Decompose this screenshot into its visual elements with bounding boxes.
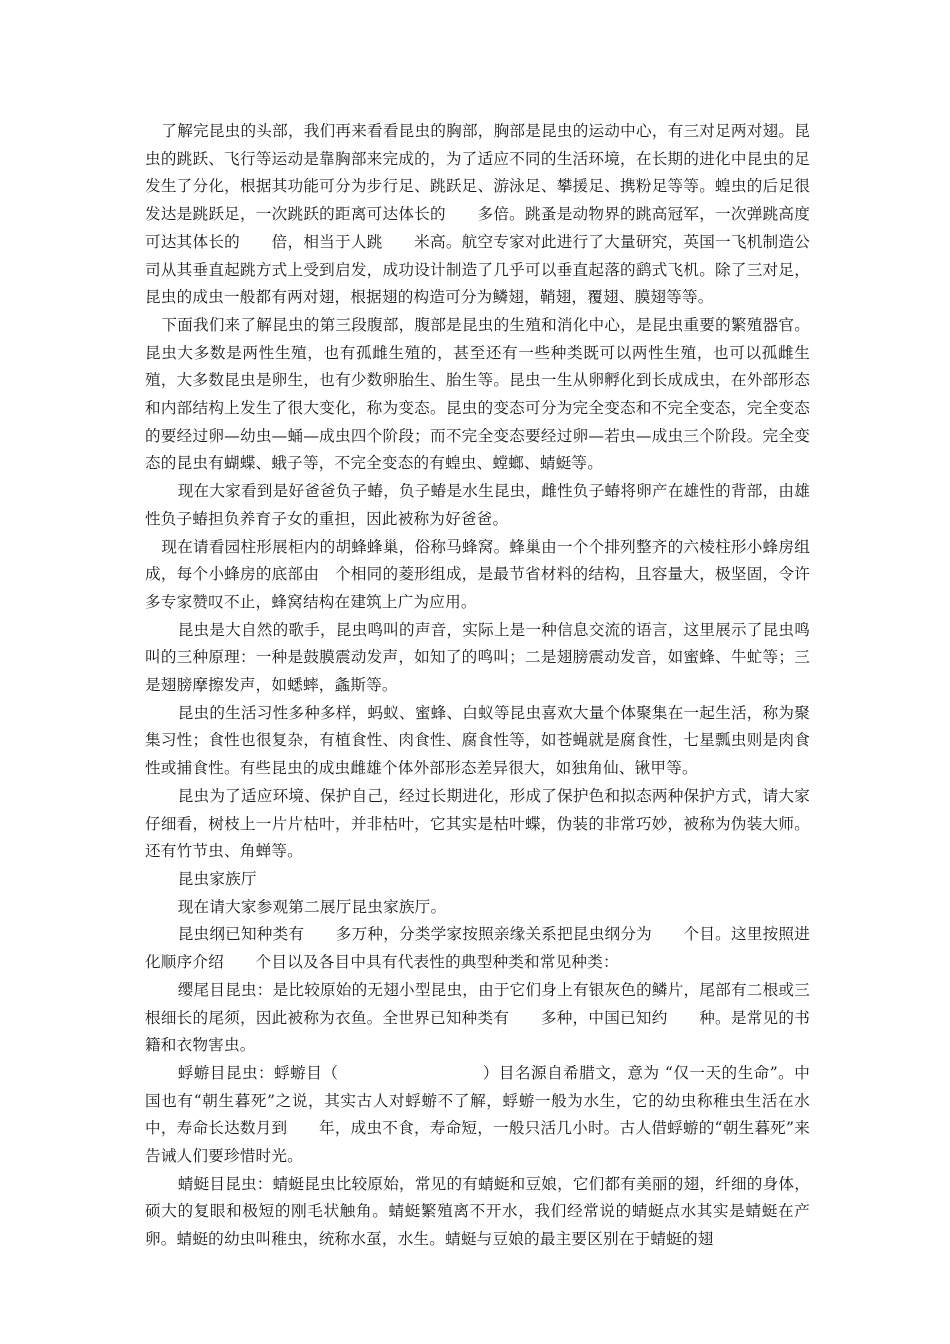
paragraph-insect-sounds: 昆虫是大自然的歌手，昆虫鸣叫的声音，实际上是一种信息交流的语言，这里展示了昆虫鸣叫的三种原理：一种是鼓膜震动发声，如知了的鸣叫；二是翅膀震动发音，如蜜蜂、牛虻等；三是翅膀摩擦发声，如蟋蟀，螽斯等。: [145, 620, 810, 695]
paragraph-giant-water-bug: 现在大家看到是好爸爸负子蝽，负子蝽是水生昆虫，雌性负子蝽将卵产在雄性的背部，由雄性负子蝽担负养育子女的重担，因此被称为好爸爸。: [145, 482, 810, 528]
paragraph-odonata: 蜻蜓目昆虫：蜻蜓昆虫比较原始，常见的有蜻蜓和豆娘，它们都有美丽的翅，纤细的身体，硕大的复眼和极短的刚毛状触角。蜻蜓繁殖离不开水，我们经常说的蜻蜓点水其实是蜻蜓在产卵。蜻蜓的幼虫叫稚虫，统称水虿，水生。蜻蜓与豆娘的最主要区别在于蜻蜓的翅: [145, 1174, 810, 1249]
paragraph-second-hall: 现在请大家参观第二展厅昆虫家族厅。: [177, 897, 447, 916]
paragraph-abdomen: 下面我们来了解昆虫的第三段腹部，腹部是昆虫的生殖和消化中心，是昆虫重要的繁殖器官。昆虫大多数是两性生殖，也有孤雌生殖的，甚至还有一些种类既可以两性生殖，也可以孤雌生殖，大多数昆虫是卵生，也有少数卵胎生、胎生等。昆虫一生从卵孵化到长成成虫，在外部形态和内部结构上发生了很大变化，称为变态。昆虫的变态可分为完全变态和不完全变态，完全变态的要经过卵—幼虫—蛹—成虫四个阶段；而不完全变态要经过卵—若虫—成虫三个阶段。完全变态的昆虫有蝴蝶、蛾子等，不完全变态的有蝗虫、螳螂、蜻蜓等。: [145, 315, 810, 473]
paragraph-thorax: 了解完昆虫的头部，我们再来看看昆虫的胸部，胸部是昆虫的运动中心，有三对足两对翅。昆虫的跳跃、飞行等运动是靠胸部来完成的，为了适应不同的生活环境，在长期的进化中昆虫的足发生了分化，根据其功能可分为步行足、跳跃足、游泳足、攀援足、携粉足等等。蝗虫的后足很发达是跳跃足，一次跳跃的距离可达体长的 多倍。跳蚤是动物界的跳高冠军，一次弹跳高度可达其体长的 倍，相当于人跳 米高。航空专家对此进行了大量研究，英国一飞机制造公司从其垂直起跳方式上受到启发，成功设计制造了几乎可以垂直起落的鹞式飞机。除了三对足，昆虫的成虫一般都有两对翅，根据翅的构造可分为鳞翅，鞘翅，覆翅、膜翅等等。: [145, 122, 810, 307]
paragraph-camouflage: 昆虫为了适应环境、保护自己，经过长期进化，形成了保护色和拟态两种保护方式，请大家仔细看，树枝上一片片枯叶，并非枯叶，它其实是枯叶蝶，伪装的非常巧妙，被称为伪装大师。还有竹节虫、角蝉等。: [145, 786, 810, 861]
paragraph-thysanura: 缨尾目昆虫：是比较原始的无翅小型昆虫，由于它们身上有银灰色的鳞片，尾部有二根或三根细长的尾须，因此被称为衣鱼。全世界已知种类有 多种，中国已知约 种。是常见的书籍和衣物害虫。: [145, 980, 810, 1055]
paragraph-wasp-nest: 现在请看园柱形展柜内的胡蜂蜂巢，俗称马蜂窝。蜂巢由一个个排列整齐的六棱柱形小蜂房组成，每个小蜂房的底部由 个相同的菱形组成，是最节省材料的结构，且容量大，极坚固，令许多专家赞叹不止，蜂窝结构在建筑上广为应用。: [145, 537, 810, 611]
paragraph-habits: 昆虫的生活习性多种多样，蚂蚁、蜜蜂、白蚁等昆虫喜欢大量个体聚集在一起生活，称为聚集习性；食性也很复杂，有植食性、肉食性、腐食性等，如苍蝇就是腐食性，七星瓢虫则是肉食性或捕食性。有些昆虫的成虫雌雄个体外部形态差异很大，如独角仙、锹甲等。: [145, 703, 810, 778]
paragraph-ephemeroptera: 蜉蝣目昆虫：蜉蝣目（ ）目名源自希腊文，意为 “仅一天的生命”。中国也有“朝生暮死”之说，其实古人对蜉蝣不了解，蜉蝣一般为水生，它的幼虫称稚虫生活在水中，寿命长达数月到 年，成虫不食，寿命短，一般只活几小时。古人借蜉蝣的“朝生暮死”来告诫人们要珍惜时光。: [145, 1063, 810, 1166]
paragraph-classification: 昆虫纲已知种类有 多万种，分类学家按照亲缘关系把昆虫纲分为 个目。这里按照进化顺序介绍 个目以及各目中具有代表性的典型种类和常见种类：: [145, 925, 810, 972]
section-heading-insect-family-hall: 昆虫家族厅: [177, 869, 257, 888]
